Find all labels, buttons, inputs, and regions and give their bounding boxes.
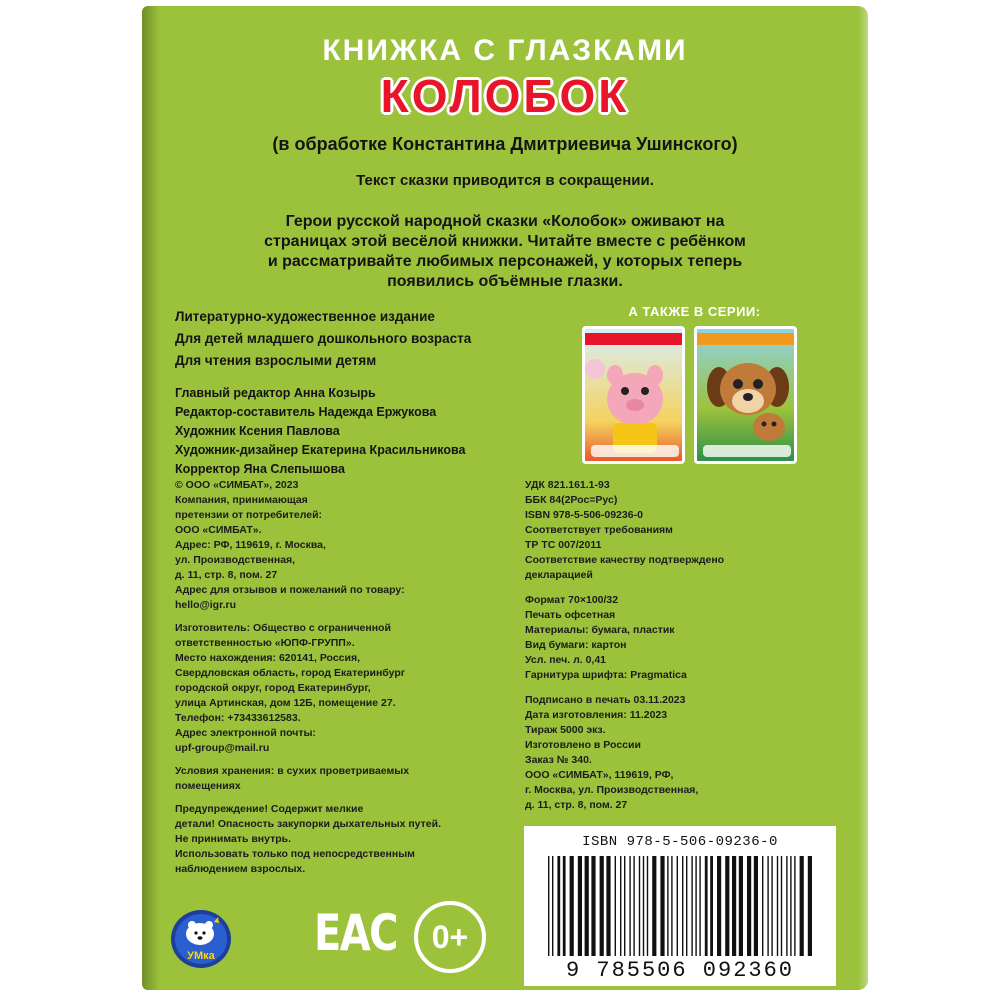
imprint-line: Тираж 5000 экз. xyxy=(525,724,606,736)
credit-line: Художник Ксения Павлова xyxy=(175,424,340,438)
description-line: Герои русской народной сказки «Колобок» оживают на xyxy=(285,213,725,230)
imprint-line: Формат 70×100/32 xyxy=(525,594,619,606)
barcode-bar xyxy=(643,856,644,956)
edition-info xyxy=(175,306,471,372)
barcode-bar xyxy=(695,856,696,956)
barcode-bar xyxy=(777,856,778,956)
info-line xyxy=(175,613,505,621)
book-title: КОЛОБОК xyxy=(380,70,630,122)
imprint-line: Соответствие качеству подтверждено xyxy=(525,554,725,566)
info-line: городской округ, город Екатеринбург, xyxy=(175,682,371,694)
imprint-line: Подписано в печать 03.11.2023 xyxy=(525,694,686,706)
edition-line: Литературно-художественное издание xyxy=(175,309,435,324)
imprint-line: ООО «СИМБАТ», 119619, РФ, xyxy=(525,769,674,781)
barcode-bar xyxy=(771,856,772,956)
abridged-note: Текст сказки приводится в сокращении. xyxy=(356,172,654,189)
description xyxy=(162,212,848,292)
barcode-bar xyxy=(767,856,768,956)
age-rating-badge xyxy=(414,901,486,973)
info-line: улица Артинская, дом 12Б, помещение 27. xyxy=(175,697,396,709)
imprint-line: ТР ТС 007/2011 xyxy=(525,539,602,551)
description-line: и рассматривайте любимых персонажей, у которых теперь xyxy=(267,253,743,270)
info-line: Адрес для отзывов и пожеланий по товару: xyxy=(175,584,405,596)
info-line: Свердловская область, город Екатеринбург xyxy=(175,667,406,679)
credit-line: Корректор Яна Слепышова xyxy=(175,462,345,476)
barcode-bar xyxy=(660,856,664,956)
edition-line: Для детей младшего дошкольного возраста xyxy=(175,331,472,346)
barcode-bar xyxy=(639,856,640,956)
barcode-bar xyxy=(762,856,763,956)
info-line: Телефон: +73433612583. xyxy=(175,712,301,724)
barcode-bar xyxy=(633,856,634,956)
barcode-bar xyxy=(808,856,812,956)
barcode-bar xyxy=(677,856,678,956)
info-line: Адрес электронной почты: xyxy=(175,727,316,739)
info-line: Компания, принимающая xyxy=(175,494,308,506)
barcode-bar xyxy=(747,856,751,956)
umka-logo xyxy=(170,908,232,970)
description-line: страницах этой весёлой книжки. Читайте вместе с ребёнком xyxy=(264,233,746,250)
info-line: Адрес: РФ, 119619, г. Москва, xyxy=(175,539,326,551)
barcode-bar xyxy=(620,856,621,956)
credit-line: Редактор-составитель Надежда Ержукова xyxy=(175,405,437,419)
barcode-bar xyxy=(781,856,782,956)
imprint-line: Изготовлено в России xyxy=(525,739,641,751)
barcode-bar xyxy=(717,856,721,956)
barcode-bar xyxy=(754,856,758,956)
barcode-bar xyxy=(732,856,736,956)
series-title: КНИЖКА С ГЛАЗКАМИ xyxy=(322,34,688,67)
info-line: ответственностью «ЮПФ-ГРУПП». xyxy=(175,637,355,649)
series-cover-pig xyxy=(582,326,685,464)
imprint-line: ISBN 978-5-506-09236-0 xyxy=(525,509,643,521)
info-line: hello@igr.ru xyxy=(175,599,236,611)
info-line: детали! Опасность закупорки дыхательных путей. xyxy=(175,818,442,830)
barcode-bar xyxy=(739,856,743,956)
barcode-bar xyxy=(570,856,574,956)
barcode-bar xyxy=(800,856,804,956)
series-promo-label: А ТАКЖЕ В СЕРИИ: xyxy=(628,304,761,319)
barcode-bar xyxy=(710,856,713,956)
barcode-panel xyxy=(524,826,836,986)
barcode-bar xyxy=(624,856,625,956)
info-line: upf-group@mail.ru xyxy=(175,742,270,754)
imprint-line: Заказ № 340. xyxy=(525,754,592,766)
imprint-line: д. 11, стр. 8, пом. 27 xyxy=(525,799,628,811)
edition-line: Для чтения взрослыми детям xyxy=(175,353,377,368)
umka-logo-text: УМка xyxy=(187,950,215,962)
imprint-line: ББК 84(2Рос=Рус) xyxy=(525,494,618,506)
credit-line: Художник-дизайнер Екатерина Красильникова xyxy=(175,443,466,457)
imprint-line: Соответствует требованиям xyxy=(525,524,673,536)
barcode-bar xyxy=(725,856,729,956)
barcode-bar xyxy=(786,856,787,956)
info-line xyxy=(175,756,505,764)
barcode-bar xyxy=(606,856,610,956)
barcode-bar xyxy=(629,856,630,956)
barcode-bar xyxy=(578,856,582,956)
imprint-line: Вид бумаги: картон xyxy=(525,639,627,651)
imprint-line: г. Москва, ул. Производственная, xyxy=(525,784,699,796)
barcode-bar xyxy=(691,856,692,956)
info-line: д. 11, стр. 8, пом. 27 xyxy=(175,569,278,581)
imprint-line xyxy=(525,583,845,593)
credits xyxy=(175,384,465,479)
info-line: Предупреждение! Содержит мелкие xyxy=(175,803,364,815)
barcode-bar xyxy=(647,856,648,956)
barcode-isbn-text: ISBN 978-5-506-09236-0 xyxy=(582,834,778,850)
info-line: наблюдением взрослых. xyxy=(175,863,306,875)
imprint-line xyxy=(525,683,845,693)
barcode-bar xyxy=(615,856,616,956)
barcode-bar xyxy=(548,856,549,956)
imprint-line: Печать офсетная xyxy=(525,609,616,621)
barcode-bar xyxy=(563,856,566,956)
info-line xyxy=(175,794,505,802)
pig-character-icon xyxy=(585,329,685,464)
imprint-line: Дата изготовления: 11.2023 xyxy=(525,709,668,721)
barcode-bar xyxy=(591,856,595,956)
info-line: ул. Производственная, xyxy=(175,554,296,566)
barcode-bar xyxy=(585,856,589,956)
info-line: Использовать только под непосредственным xyxy=(175,848,415,860)
barcode-bar xyxy=(705,856,708,956)
info-line: Не принимать внутрь. xyxy=(175,833,292,845)
barcode-digits: 9 785506 092360 xyxy=(565,958,795,983)
barcode-bar xyxy=(686,856,687,956)
barcode-bar xyxy=(652,856,656,956)
imprint-line: УДК 821.161.1-93 xyxy=(525,479,610,491)
credit-line: Главный редактор Анна Козырь xyxy=(175,386,376,400)
series-cover-puppy xyxy=(694,326,797,464)
barcode-bar xyxy=(790,856,791,956)
imprint-line: декларацией xyxy=(525,569,593,581)
barcode-bar xyxy=(794,856,795,956)
author-note: (в обработке Константина Дмитриевича Ушинского) xyxy=(272,134,738,154)
eac-mark: EAC xyxy=(314,904,397,962)
barcode-bar xyxy=(600,856,604,956)
puppy-character-icon xyxy=(697,329,797,464)
imprint-info xyxy=(525,478,845,813)
barcode-bar xyxy=(671,856,672,956)
age-rating-text: 0+ xyxy=(431,918,469,955)
barcode-bar xyxy=(667,856,668,956)
barcode-bar xyxy=(557,856,560,956)
book-back-cover xyxy=(142,6,868,990)
info-line: претензии от потребителей: xyxy=(175,509,323,521)
barcode-bar xyxy=(552,856,553,956)
info-line: помещениях xyxy=(175,780,241,792)
imprint-line: Гарнитура шрифта: Pragmatica xyxy=(525,669,687,681)
info-line: Изготовитель: Общество с ограниченной xyxy=(175,622,391,634)
description-line: появились объёмные глазки. xyxy=(387,273,623,290)
info-line: © ООО «СИМБАТ», 2023 xyxy=(175,479,299,491)
info-line: ООО «СИМБАТ». xyxy=(175,524,262,536)
imprint-line: Усл. печ. л. 0,41 xyxy=(525,654,607,666)
imprint-line: Материалы: бумага, пластик xyxy=(525,624,675,636)
publisher-manufacturer-info xyxy=(175,478,505,877)
barcode-bar xyxy=(682,856,683,956)
info-line: Место нахождения: 620141, Россия, xyxy=(175,652,361,664)
info-line: Условия хранения: в сухих проветриваемых xyxy=(175,765,410,777)
barcode-bar xyxy=(699,856,700,956)
